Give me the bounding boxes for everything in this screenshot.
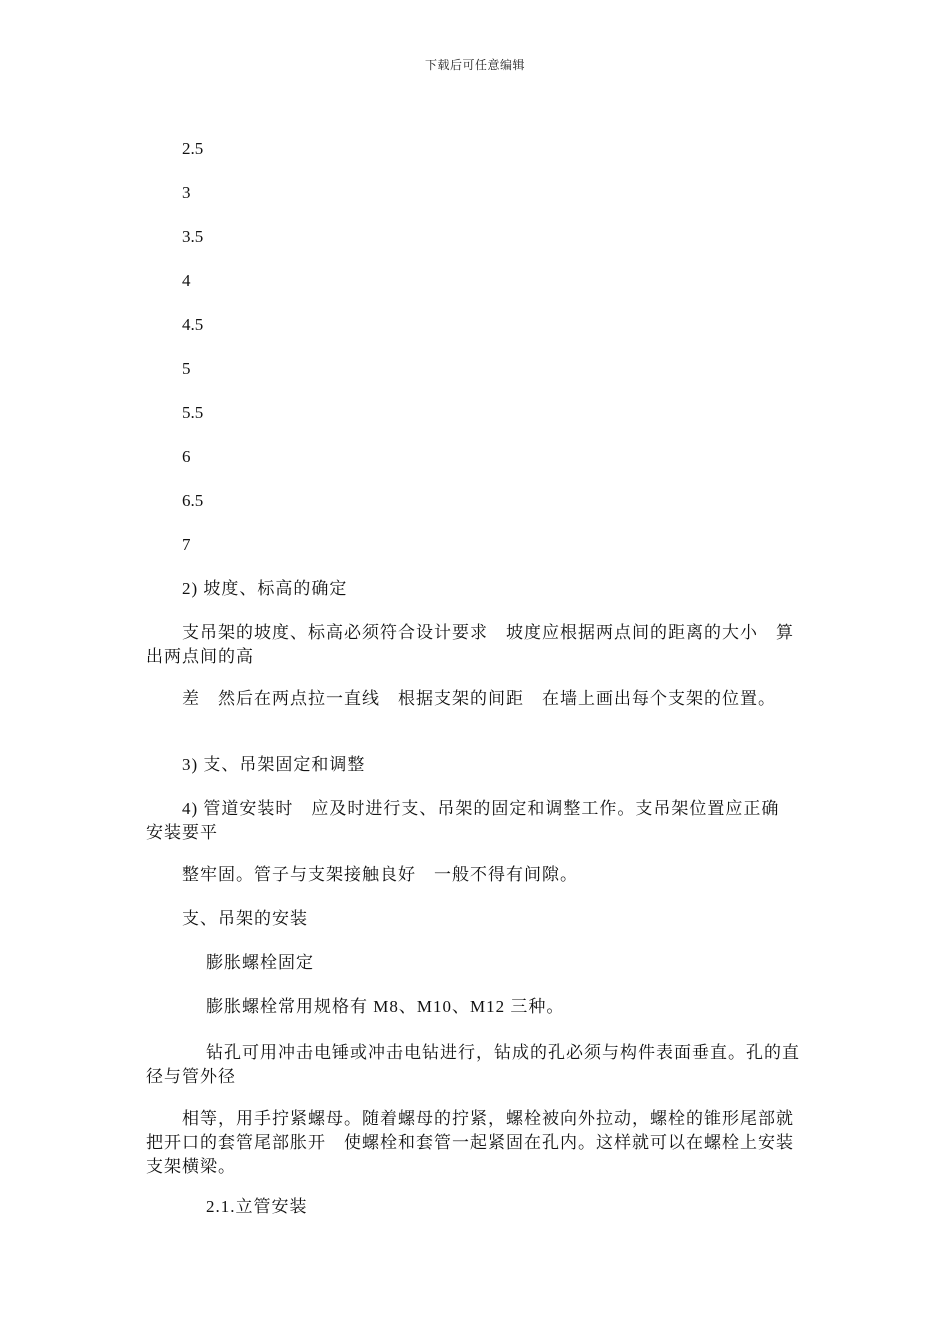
- value-line: 2.5: [182, 139, 204, 158]
- value-line: 6: [182, 447, 191, 466]
- paragraph-tightening: 相等，用手拧紧螺母。随着螺母的拧紧，螺栓被向外拉动，螺栓的锥形尾部就把开口的套管尾部胀开 使螺栓和套管一起紧固在孔内。这样就可以在螺栓上安装支架横梁。: [146, 1109, 794, 1176]
- heading-riser-install: 2.1.立管安装: [206, 1197, 308, 1216]
- heading-slope-elevation: 2) 坡度、标高的确定: [182, 579, 348, 598]
- paragraph-contact: 整牢固。管子与支架接触良好 一般不得有间隙。: [182, 865, 578, 884]
- value-line: 5: [182, 359, 191, 378]
- value-line: 7: [182, 535, 191, 554]
- paragraph-slope-marking: 差 然后在两点拉一直线 根据支架的间距 在墙上画出每个支架的位置。: [182, 689, 776, 708]
- heading-expansion-bolt: 膨胀螺栓固定: [206, 953, 314, 972]
- paragraph-install-adjust: 4) 管道安装时 应及时进行支、吊架的固定和调整工作。支吊架位置应正确 安装要平: [146, 799, 798, 842]
- heading-fix-adjust: 3) 支、吊架固定和调整: [182, 755, 366, 774]
- paragraph-drilling: 钻孔可用冲击电锤或冲击电钻进行，钻成的孔必须与构件表面垂直。孔的直径与管外径: [146, 1043, 800, 1086]
- paragraph-slope-requirement: 支吊架的坡度、标高必须符合设计要求 坡度应根据两点间的距离的大小 算出两点间的高: [146, 623, 794, 666]
- value-line: 3.5: [182, 227, 204, 246]
- value-line: 3: [182, 183, 191, 202]
- value-line: 4.5: [182, 315, 204, 334]
- value-line: 5.5: [182, 403, 204, 422]
- value-line: 6.5: [182, 491, 204, 510]
- page-header: 下载后可任意编辑: [424, 58, 525, 72]
- paragraph-bolt-sizes: 膨胀螺栓常用规格有 M8、M10、M12 三种。: [206, 997, 565, 1016]
- value-line: 4: [182, 271, 191, 290]
- heading-support-install: 支、吊架的安装: [182, 909, 308, 928]
